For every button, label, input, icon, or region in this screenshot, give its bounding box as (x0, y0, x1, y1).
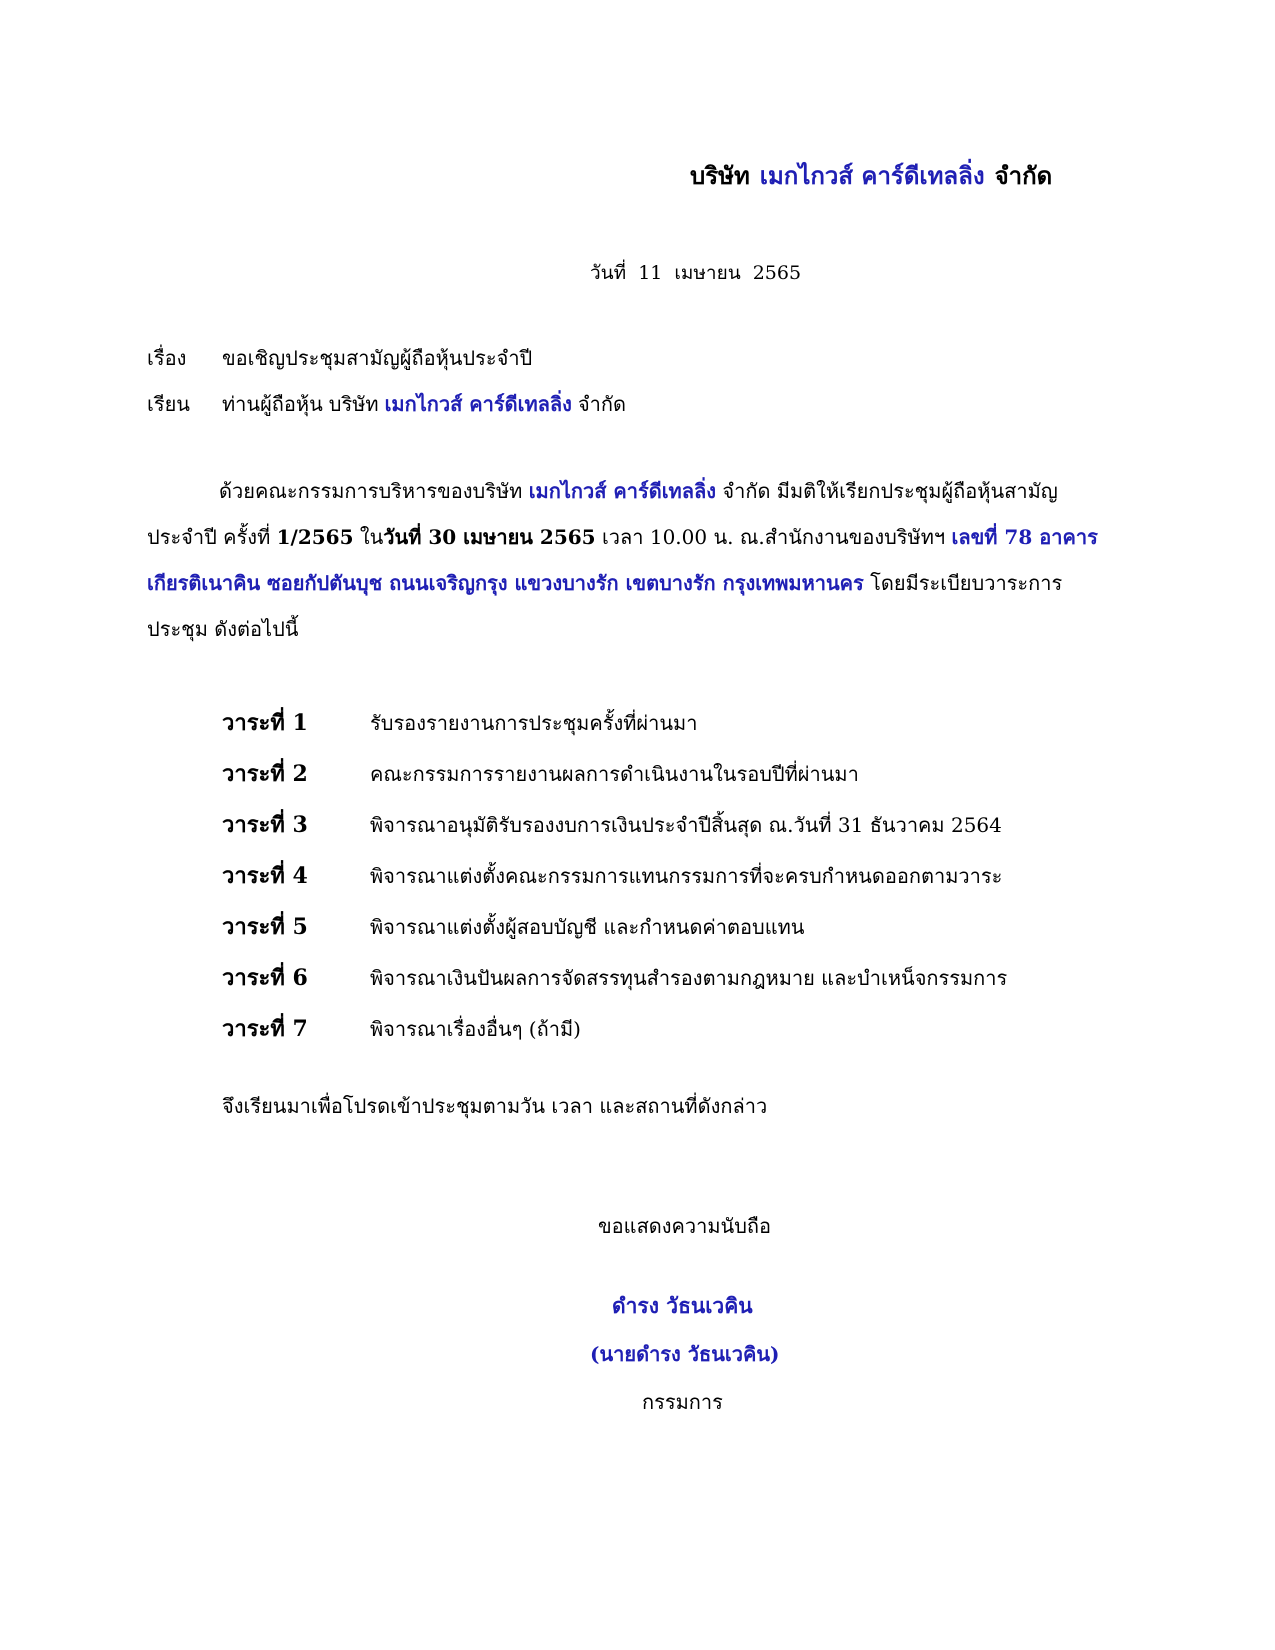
signer-name: (นายดำรง วัธนเวคิน) (590, 1342, 780, 1366)
date-label: วันที่ (590, 262, 627, 284)
agenda-text: พิจารณาอนุมัติรับรองงบการเงินประจำปีสิ้นสุด ณ.วันที่ 31 ธันวาคม 2564 (370, 813, 1002, 837)
agenda-item (222, 953, 1007, 1004)
recipient-company-suffix: จำกัด (577, 392, 626, 416)
agenda-list (222, 698, 1007, 1055)
agenda-item (222, 851, 1007, 902)
body-line-3 (147, 560, 1107, 606)
date-day: 11 (638, 262, 663, 284)
agenda-text: รับรองรายงานการประชุมครั้งที่ผ่านมา (370, 711, 698, 735)
body-text: ด้วยคณะกรรมการบริหารของบริษัท (219, 479, 529, 503)
agenda-text: พิจารณาเรื่องอื่นๆ (ถ้ามี) (370, 1017, 581, 1041)
agenda-label: วาระที่ 3 (222, 812, 308, 838)
date-year: 2565 (752, 262, 802, 284)
agenda-label: วาระที่ 2 (222, 761, 308, 787)
body-text: เวลา 10.00 น. ณ.สำนักงานของบริษัทฯ (595, 525, 952, 549)
letter-date (590, 258, 813, 288)
date-month: เมษายน (674, 262, 741, 284)
body-paragraph (147, 468, 1107, 652)
company-suffix: จำกัด (994, 161, 1053, 190)
agenda-item (222, 1004, 1007, 1055)
body-line-2 (147, 514, 1107, 560)
subject-line (147, 342, 532, 374)
closing-line: จึงเรียนมาเพื่อโปรดเข้าประชุมตามวัน เวลา และสถานที่ดังกล่าว (222, 1094, 768, 1118)
agenda-label: วาระที่ 7 (222, 1016, 308, 1042)
subject-key: เรื่อง (147, 346, 187, 370)
company-header (690, 156, 1062, 195)
recipient-company-name: เมกไกวส์ คาร์ดีเทลลิ่ง (384, 392, 572, 416)
signer-title: กรรมการ (642, 1390, 723, 1414)
recipient-line (147, 388, 632, 420)
agenda-text: พิจารณาแต่งตั้งผู้สอบบัญชี และกำหนดค่าตอบแทน (370, 915, 805, 939)
recipient-key: เรียน (147, 392, 190, 416)
agenda-label: วาระที่ 1 (222, 710, 308, 736)
agenda-item (222, 749, 1007, 800)
body-text: จำกัด มีมติให้เรียกประชุมผู้ถือหุ้นสามัญ (716, 479, 1058, 503)
meeting-date: วันที่ 30 เมษายน 2565 (383, 525, 596, 549)
recipient-prefix: ท่านผู้ถือหุ้น (222, 392, 323, 416)
meeting-number: 1/2565 (276, 525, 354, 549)
meeting-address: เกียรติเนาคิน ซอยกัปตันบุช ถนนเจริญกรุง แขวงบางรัก เขตบางรัก กรุงเทพมหานคร (147, 571, 864, 595)
agenda-text: พิจารณาแต่งตั้งคณะกรรมการแทนกรรมการที่จะครบกำหนดออกตามวาระ (370, 864, 1003, 888)
agenda-label: วาระที่ 6 (222, 965, 308, 991)
agenda-label: วาระที่ 5 (222, 914, 308, 940)
body-company-name: เมกไกวส์ คาร์ดีเทลลิ่ง (528, 479, 717, 503)
agenda-text: คณะกรรมการรายงานผลการดำเนินงานในรอบปีที่ผ่านมา (370, 762, 859, 786)
agenda-item (222, 800, 1007, 851)
regards: ขอแสดงความนับถือ (598, 1214, 772, 1238)
body-line-4: ประชุม ดังต่อไปนี้ (147, 617, 299, 641)
body-line-1 (147, 468, 1107, 514)
company-name: เมกไกวส์ คาร์ดีเทลลิ่ง (759, 161, 985, 190)
body-text: ใน (353, 525, 384, 549)
subject-value: ขอเชิญประชุมสามัญผู้ถือหุ้นประจำปี (222, 346, 533, 370)
recipient-company-prefix: บริษัท (328, 392, 379, 416)
recipient-value (222, 392, 632, 416)
agenda-item (222, 902, 1007, 953)
company-prefix: บริษัท (690, 161, 750, 190)
body-text: ประจำปี ครั้งที่ (147, 525, 277, 549)
agenda-item (222, 698, 1007, 749)
signature: ดำรง วัธนเวคิน (612, 1293, 753, 1318)
agenda-text: พิจารณาเงินปันผลการจัดสรรทุนสำรองตามกฎหมาย และบำเหน็จกรรมการ (370, 966, 1008, 990)
agenda-label: วาระที่ 4 (222, 863, 308, 889)
meeting-address: เลขที่ 78 อาคาร (951, 525, 1098, 549)
body-text: โดยมีระเบียบวาระการ (863, 571, 1063, 595)
